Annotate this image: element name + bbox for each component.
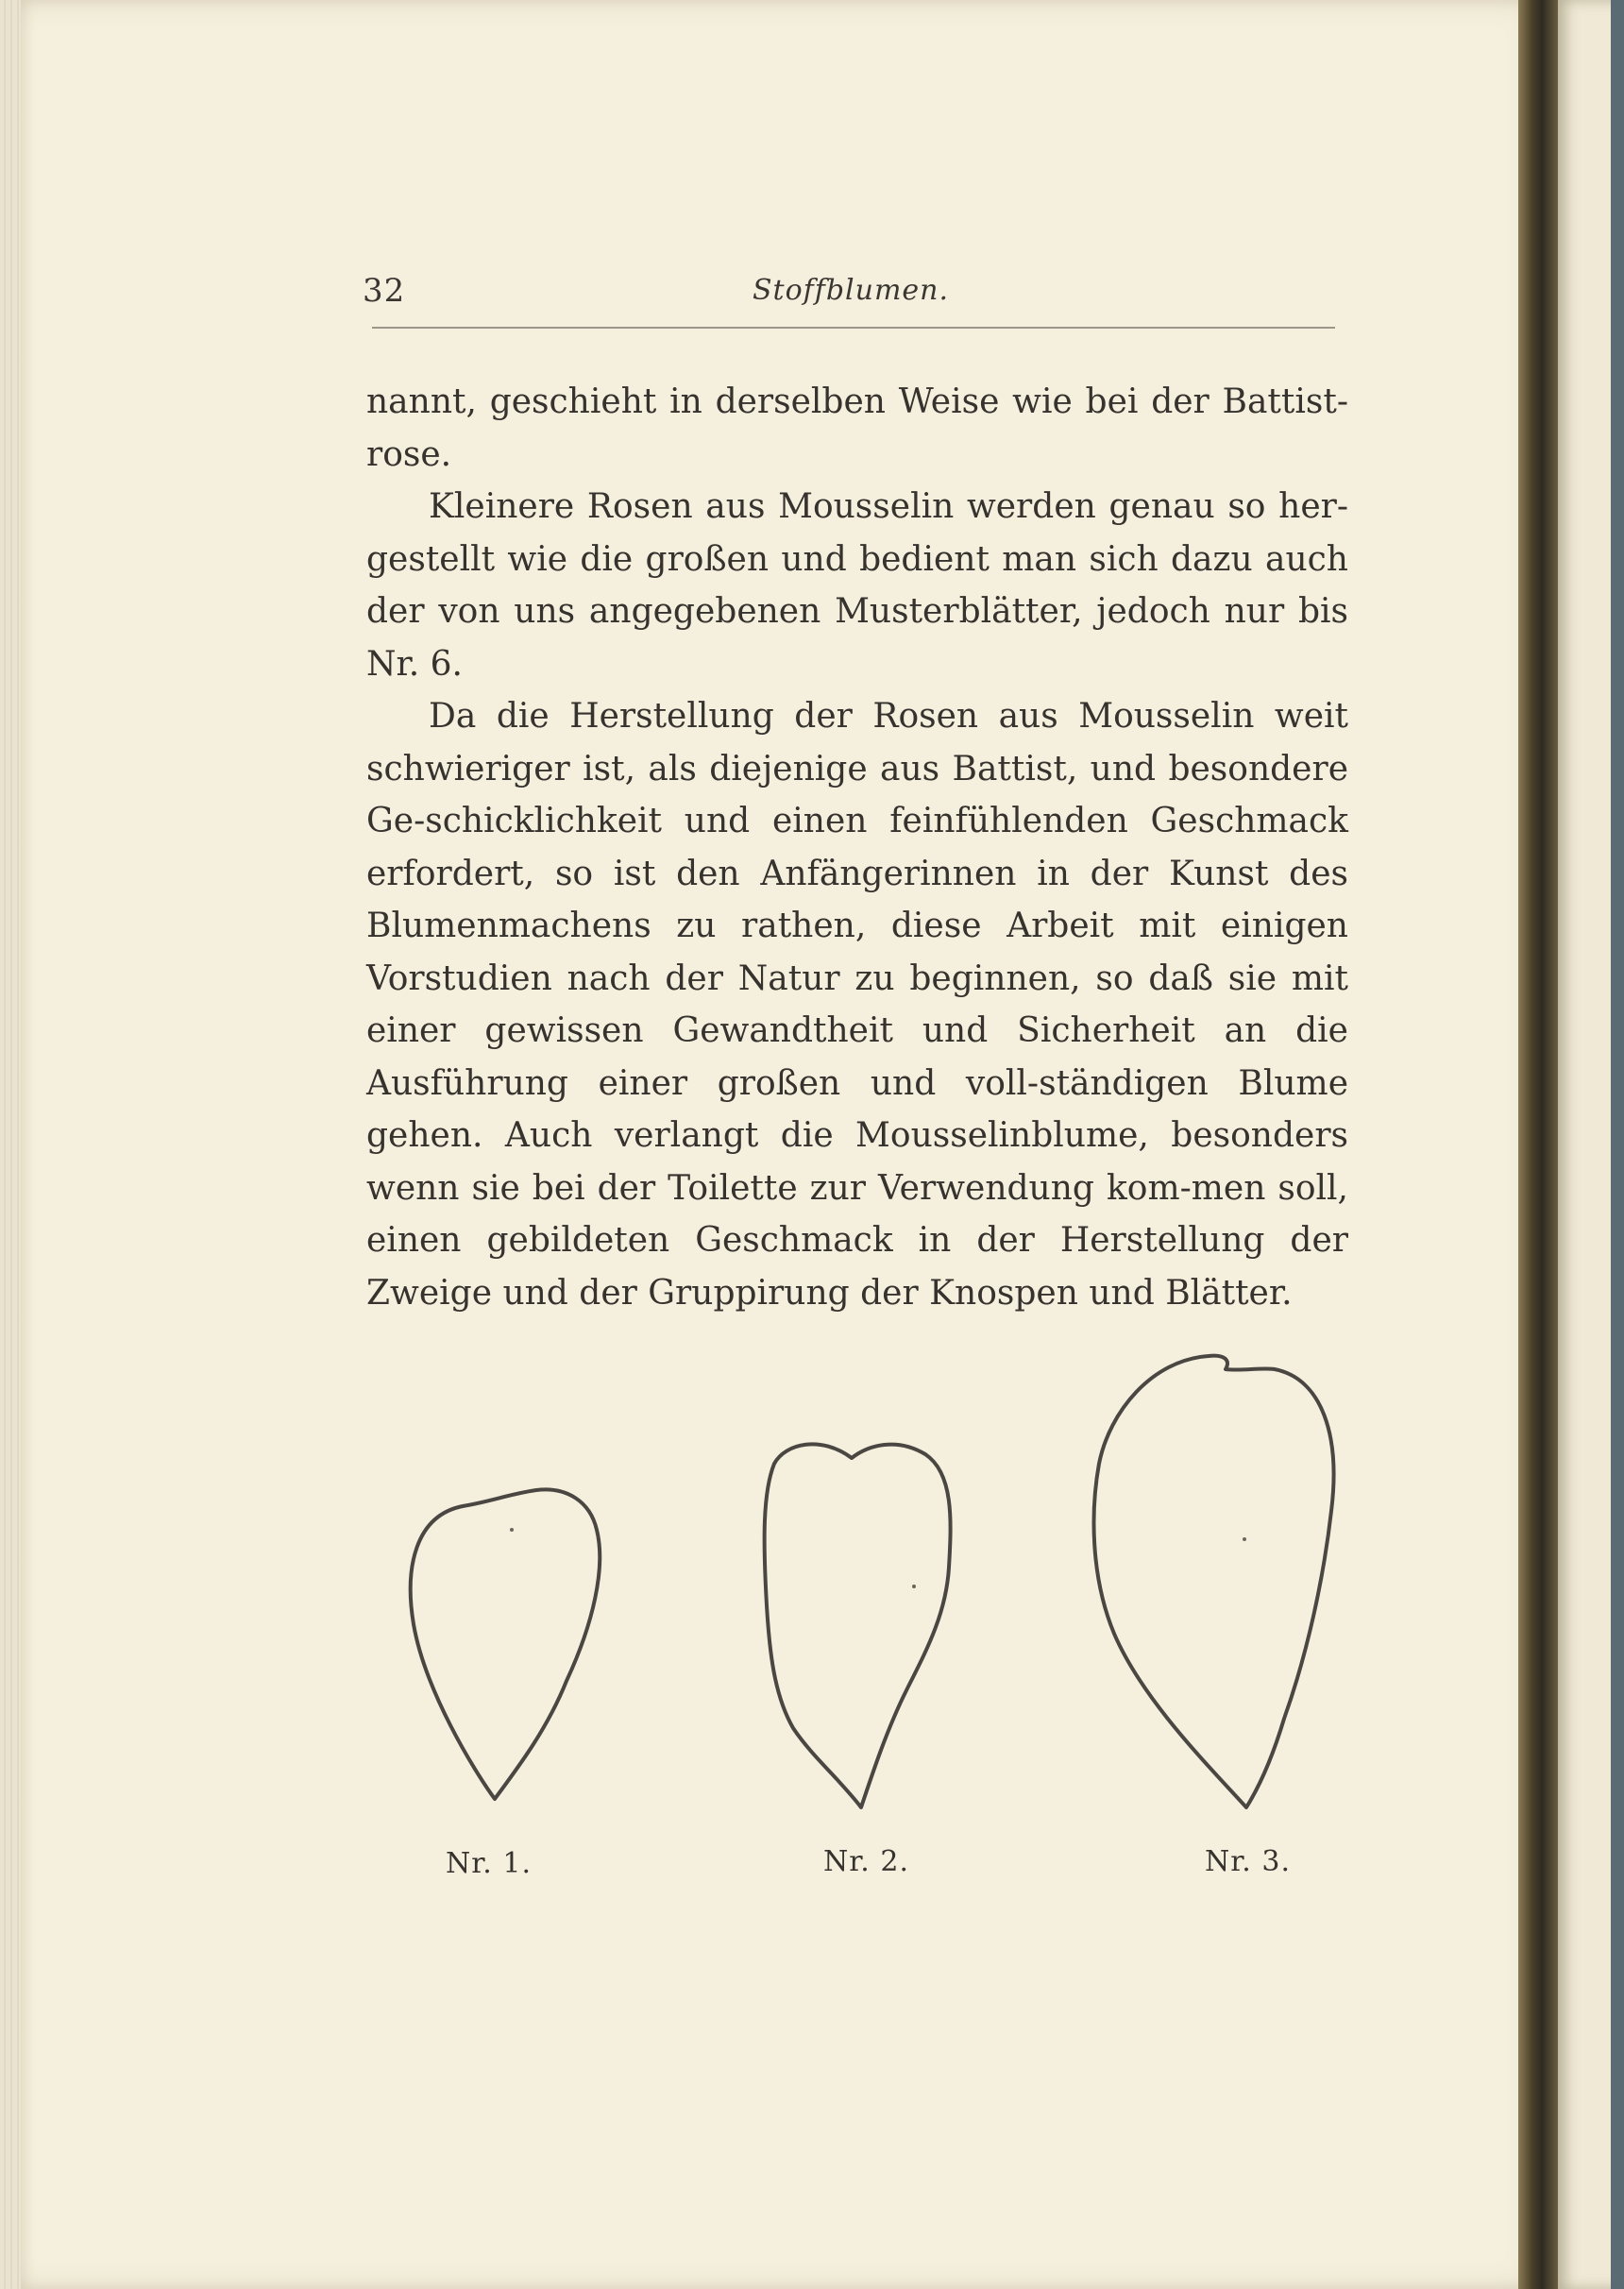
petal-outline-3-icon <box>1094 1356 1334 1807</box>
petal-outline-1-icon <box>411 1489 600 1799</box>
caption-nr-3: Nr. 3. <box>1205 1845 1291 1878</box>
scanner-background <box>1611 0 1624 2289</box>
header-rule <box>372 327 1335 329</box>
petal-figures <box>397 1341 1360 1908</box>
ink-speck <box>1243 1537 1246 1541</box>
caption-nr-2: Nr. 2. <box>823 1845 909 1878</box>
petal-outline-2-icon <box>765 1444 951 1807</box>
paragraph-1: nannt, geschieht in derselben Weise wie bei der Battist-rose. <box>366 382 1348 474</box>
running-head <box>363 266 1339 314</box>
paragraph-3: Da die Herstellung der Rosen aus Mousselin weit schwieriger ist, als diejenige aus Battist, und besondere Ge-schicklichkeit und einen feinfühlenden Geschmack erfordert, so ist den Anfängerinnen in der Kunst des Blumenmachens zu rathen, diese Arbeit mit einigen Vorstudien nach der Natur zu beginnen, so daß sie mit einer gewissen Gewandtheit und Sicherheit an die Ausführung einer großen und voll-ständigen Blume gehen. Auch verlangt die Mousselinblume, besonders wenn sie bei der Toilette zur Verwendung kom-men soll, einen gebildeten Geschmack in der Herstellung der Zweige und der Gruppirung der Knospen und Blätter. <box>366 697 1348 1313</box>
running-title: Stoffblumen. <box>752 274 950 307</box>
ink-speck <box>510 1528 514 1532</box>
page-number: 32 <box>363 272 406 310</box>
caption-nr-1: Nr. 1. <box>446 1847 532 1880</box>
petal-figures-svg <box>397 1341 1360 1908</box>
body-text <box>366 376 1348 1319</box>
book-gutter <box>1518 0 1558 2289</box>
ink-speck <box>912 1585 916 1588</box>
paragraph-2: Kleinere Rosen aus Mousselin werden genau so her-gestellt wie die großen und bedient man sich dazu auch der von uns angegebenen Musterblätter, jedoch nur bis Nr. 6. <box>366 487 1348 684</box>
